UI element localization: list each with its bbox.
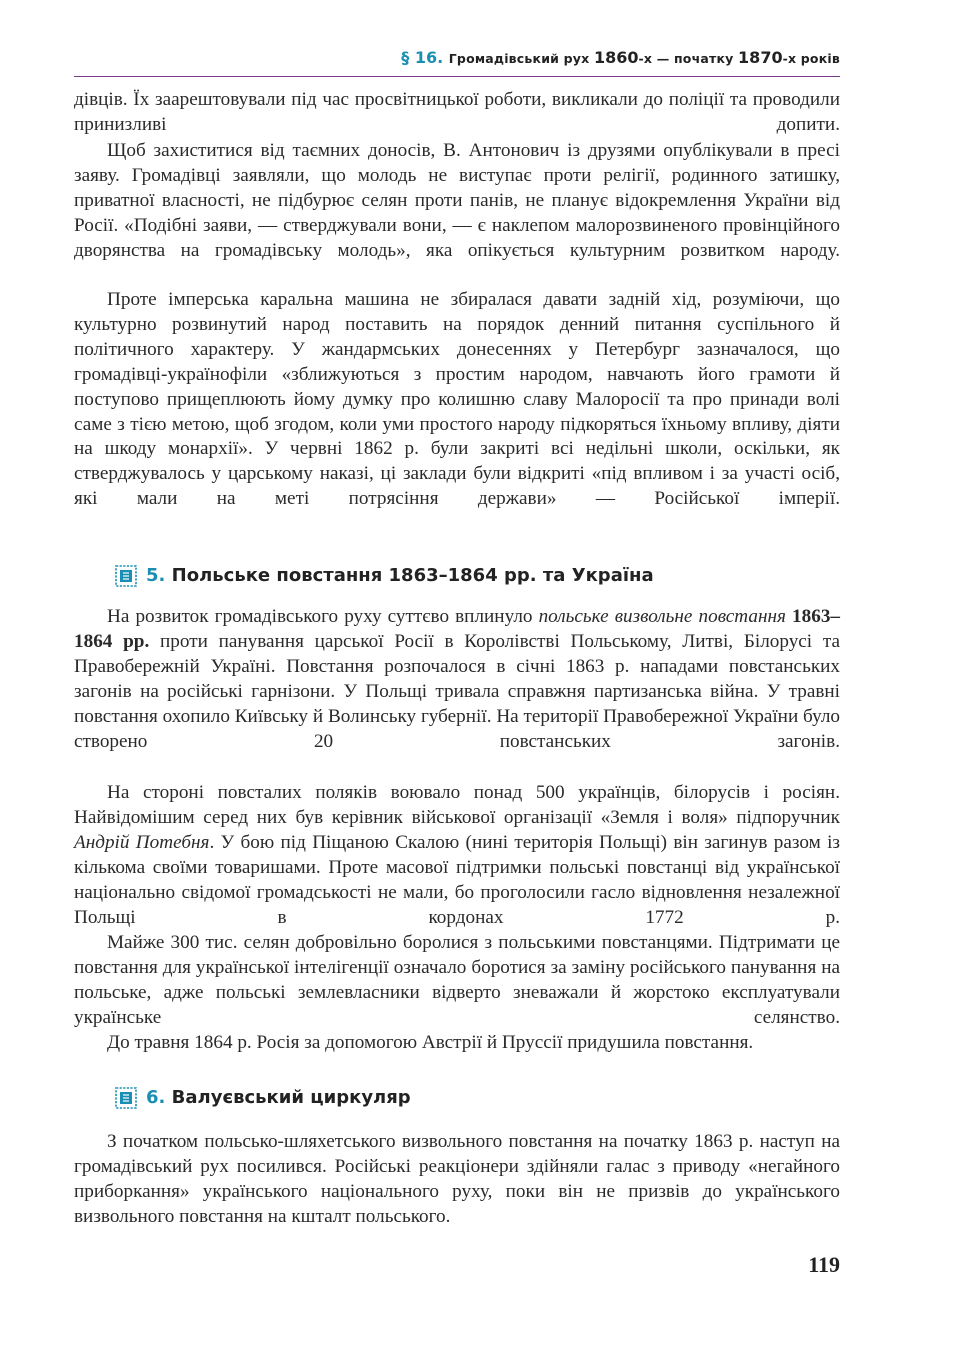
paragraph-text: На розвиток громадівського руху суттєво вплинуло (107, 606, 539, 627)
paragraph-text: Проте імперська каральна машина не збиралася давати задній хід, розуміючи, що культурно розвинутий народ поставить на порядок денний питання суспільного й політичного характеру. У жандармських донесеннях у Петербург зазначалося, що громадівці-українофіли «зближуються з простим народом, навчають його грамоти й поступово прищеплюють йому думку про колишню славу Малоросії та про принади волі саме з тією метою, щоб згодом, коли уми простого народу підкоряться їхньому впливу, діяти на шкоду монархії». У червні 1862 р. були закриті всі недільні школи, оскільки, як стверджувалось у царському наказі, ці заклади були відкриті «під впливом і за участі осіб, які мали на меті потрясіння держави» — Російської імперії. (74, 289, 840, 510)
page-number: 119 (808, 1252, 840, 1277)
header-title-part: -х років (782, 51, 840, 66)
paragraph (74, 931, 840, 1031)
paragraph (74, 781, 840, 930)
section-heading-title: Валуєвський циркуляр (171, 1087, 411, 1108)
section-heading (146, 565, 654, 591)
paragraph (74, 1031, 840, 1056)
header-title-part: Громадівський рух (448, 51, 594, 66)
bold-term: 1863–1864 рр. (74, 606, 840, 652)
paragraph-text: проти панування царської Росії в Королівстві Польському, Литві, Білорусі та Правобережній Україні. Повстання розпочалося в січні 1863 р. нападами повстанських загонів на російські гарнізони. У Польщі тривала справжня партизанська війна. У травні повстання охопило Київську й Волинську губернії. На території Правобережної України було створено 20 повстанських загонів. (74, 630, 841, 752)
book-section-icon (115, 565, 137, 587)
paragraph (74, 605, 840, 754)
header-rule (74, 76, 840, 77)
section-heading-title: Польське повстання 1863–1864 рр. та Україна (171, 565, 654, 586)
section-heading-number: 5. (146, 565, 166, 586)
paragraph-text: На стороні повсталих поляків воювало понад 500 українців, білорусів і росіян. Найвідомішим серед них був керівник військової організації «Земля і воля» підпоручник (74, 782, 840, 828)
italic-term: польське визвольне повстання (538, 606, 786, 627)
paragraph (74, 139, 840, 264)
section-heading (146, 1087, 411, 1113)
book-section-icon (115, 1087, 137, 1109)
header-title-part: -х — початку (638, 51, 739, 66)
header-title-part: 1870 (738, 48, 783, 67)
paragraph (74, 88, 840, 138)
paragraph (74, 1130, 840, 1230)
paragraph-text: . У бою під Піщаною Скалою (нині територія Польщі) він загинув разом із кількома своїми товаришами. Проте масової підтримки польські повстанці від української національно свідомої громадськості не мали, бо проголосили гасло відновлення незалежної Польщі в кордонах 1772 р. (74, 831, 840, 928)
paragraph-text: Щоб захиститися від таємних доносів, В. Антонович із друзями опублікували в пресі заяву. Громадівці заявляли, що молодь не виступає проти релігії, родинного затишку, приватної власності, не підбурює селян проти панів, не планує відокремлення України від Росії. «Подібні заяви, — стверджували вони, — є наклепом малорозвиненого провінційного дворянства на громадівську молодь», яка опікується культурним розвитком народу. (74, 140, 840, 261)
running-header (74, 48, 840, 74)
paragraph (74, 288, 840, 512)
paragraph-text: З початком польсько-шляхетського визвольного повстання на початку 1863 р. наступ на громадівський рух посилився. Російські реакціонери здійняли галас з приводу «негайного приборкання» українського національного руху, поки він не призвів до українського визвольного повстання на кшталт польського. (74, 1131, 840, 1227)
paragraph-text: Майже 300 тис. селян добровільно боролися з польськими повстанцями. Підтримати це повстання для української інтелігенції означало боротися за заміну російського панування на польське, адже польські землевласники відверто зневажали й жорстоко експлуатували українське селянство. (74, 932, 840, 1028)
paragraph-text: дівців. Їх заарештовували під час просвітницької роботи, викликали до поліції та проводили принизливі допити. (74, 89, 840, 135)
section-heading-number: 6. (146, 1087, 166, 1108)
section-number: § 16. (401, 48, 444, 67)
paragraph-text: До травня 1864 р. Росія за допомогою Австрії й Пруссії придушила повстання. (107, 1032, 754, 1053)
italic-term: Андрій Потебня (74, 831, 210, 853)
header-title-part: 1860 (593, 48, 639, 67)
